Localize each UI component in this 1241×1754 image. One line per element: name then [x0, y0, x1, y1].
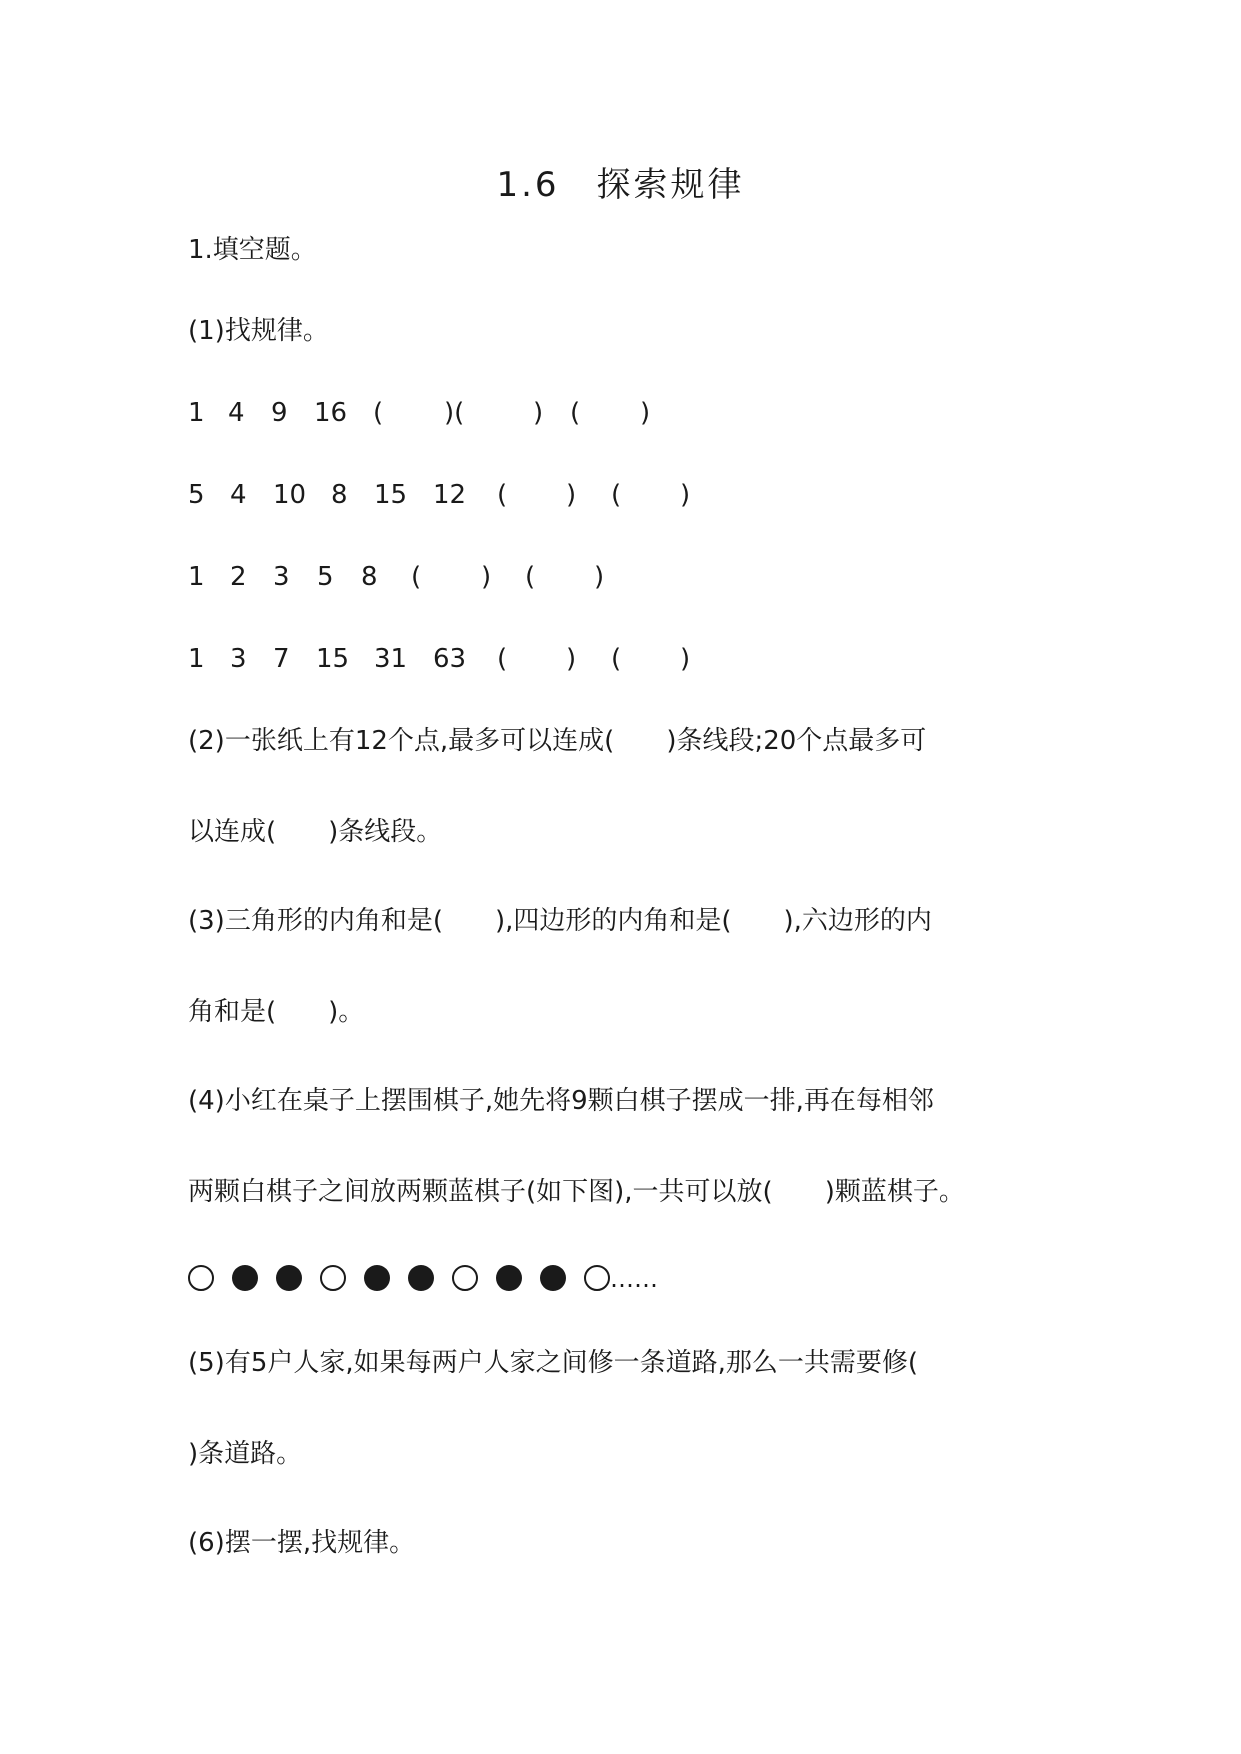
- sequence-term: 3: [273, 562, 290, 592]
- answer-blank-close: ): [481, 562, 492, 592]
- answer-blank-close: ): [640, 398, 651, 428]
- white-stone: [320, 1265, 346, 1291]
- part-2-line-1: (2)一张纸上有12个点,最多可以连成( )条线段;20个点最多可: [188, 726, 927, 756]
- black-stone: [408, 1265, 434, 1291]
- answer-blank-close: ): [566, 480, 577, 510]
- go-stones-row: [188, 1262, 788, 1298]
- sequence-row-4: [188, 642, 1088, 676]
- answer-blank-close: ): [594, 562, 605, 592]
- answer-blank-close: ): [566, 644, 577, 674]
- sequence-term: 10: [273, 480, 307, 510]
- black-stone: [276, 1265, 302, 1291]
- sequence-term: 4: [228, 398, 245, 428]
- answer-blank-open: (: [611, 480, 622, 510]
- part-6-label: (6)摆一摆,找规律。: [188, 1528, 416, 1558]
- white-stone: [584, 1265, 610, 1291]
- black-stone: [540, 1265, 566, 1291]
- white-stone: [188, 1265, 214, 1291]
- answer-blank-open: (: [373, 398, 384, 428]
- sequence-term: 8: [331, 480, 348, 510]
- sequence-term: 9: [271, 398, 288, 428]
- sequence-term: 5: [188, 480, 205, 510]
- sequence-row-3: [188, 560, 1088, 594]
- sequence-row-1: [188, 396, 1088, 430]
- part-5-line-2: )条道路。: [188, 1439, 303, 1469]
- answer-blank-open: (: [497, 480, 508, 510]
- sequence-term: 63: [433, 644, 467, 674]
- sequence-term: 4: [230, 480, 247, 510]
- page-title: 1.6 探索规律: [496, 165, 745, 205]
- white-stone: [452, 1265, 478, 1291]
- answer-blank-close: ): [680, 480, 691, 510]
- answer-blank-open: (: [411, 562, 422, 592]
- sequence-term: 5: [317, 562, 334, 592]
- sequence-term: 15: [374, 480, 408, 510]
- black-stone: [364, 1265, 390, 1291]
- answer-blank-close-open: )(: [444, 398, 465, 428]
- sequence-term: 1: [188, 398, 205, 428]
- part-2-line-2: 以连成( )条线段。: [188, 817, 443, 847]
- sequence-term: 1: [188, 644, 205, 674]
- sequence-term: 7: [273, 644, 290, 674]
- part-4-line-1: (4)小红在桌子上摆围棋子,她先将9颗白棋子摆成一排,再在每相邻: [188, 1086, 934, 1116]
- answer-blank-open: (: [497, 644, 508, 674]
- part-3-line-2: 角和是( )。: [188, 997, 365, 1027]
- sequence-term: 31: [374, 644, 408, 674]
- answer-blank-open: (: [525, 562, 536, 592]
- sequence-term: 1: [188, 562, 205, 592]
- black-stone: [232, 1265, 258, 1291]
- answer-blank-open: (: [611, 644, 622, 674]
- sequence-term: 3: [230, 644, 247, 674]
- answer-blank-close: ): [533, 398, 544, 428]
- part-5-line-1: (5)有5户人家,如果每两户人家之间修一条道路,那么一共需要修(: [188, 1348, 919, 1378]
- sequence-term: 8: [361, 562, 378, 592]
- sequence-term: 2: [230, 562, 247, 592]
- sequence-row-2: [188, 478, 1088, 512]
- sequence-term: 12: [433, 480, 467, 510]
- stones-ellipsis: ……: [610, 1265, 658, 1293]
- sequence-term: 15: [316, 644, 350, 674]
- question-1-heading: 1.填空题。: [188, 235, 317, 265]
- answer-blank-open: (: [570, 398, 581, 428]
- part-1-label: (1)找规律。: [188, 316, 329, 346]
- black-stone: [496, 1265, 522, 1291]
- sequence-term: 16: [314, 398, 348, 428]
- answer-blank-close: ): [680, 644, 691, 674]
- part-4-line-2: 两颗白棋子之间放两颗蓝棋子(如下图),一共可以放( )颗蓝棋子。: [188, 1177, 965, 1207]
- part-3-line-1: (3)三角形的内角和是( ),四边形的内角和是( ),六边形的内: [188, 906, 932, 936]
